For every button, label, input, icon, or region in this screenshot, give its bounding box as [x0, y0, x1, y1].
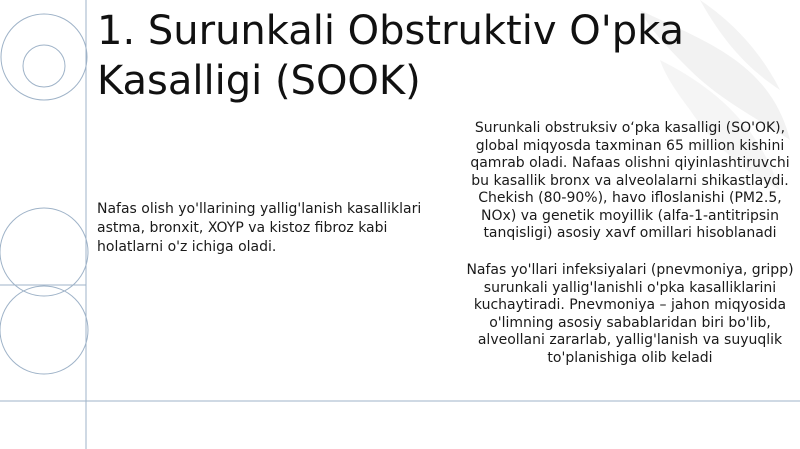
right-paragraph-1: Surunkali obstruksiv o‘pka kasalligi (SO'OK), global miqyosda taxminan 65 million kishini qamrab oladi. Nafaas olishni qiyinlashtiruvchi bu kasallik bronx va alveolalarni shikastlaydi. Chekish (80-90%), havo ifloslanishi (PM2.5, NOx) va genetik moyillik (alfa-1-antitripsin tanqisligi) asosiy xavf omillari hisoblanadi [470, 120, 790, 241]
left-text: Nafas olish yo'llarining yallig'lanish kasalliklari astma, bronxit, XOYP va kistoz fibroz kabi holatlarni o'z ichiga oladi. [97, 201, 422, 255]
slide-title: 1. Surunkali Obstruktiv O'pka Kasalligi (SOOK) [97, 8, 685, 104]
right-paragraph-2: Nafas yo'llari infeksiyalari (pnevmoniya, gripp) surunkali yallig'lanishli o'pka kasalliklarini kuchaytiradi. Pnevmoniya – jahon miqyosida o'limning asosiy sabablaridan biri bo'lib, alveollani zararlab, yallig'lanish va suyuqlik to'planishiga olib keladi [466, 262, 794, 366]
middle-circle-lower [0, 286, 88, 374]
middle-circle-upper [0, 208, 88, 296]
top-circle-small [23, 45, 65, 87]
